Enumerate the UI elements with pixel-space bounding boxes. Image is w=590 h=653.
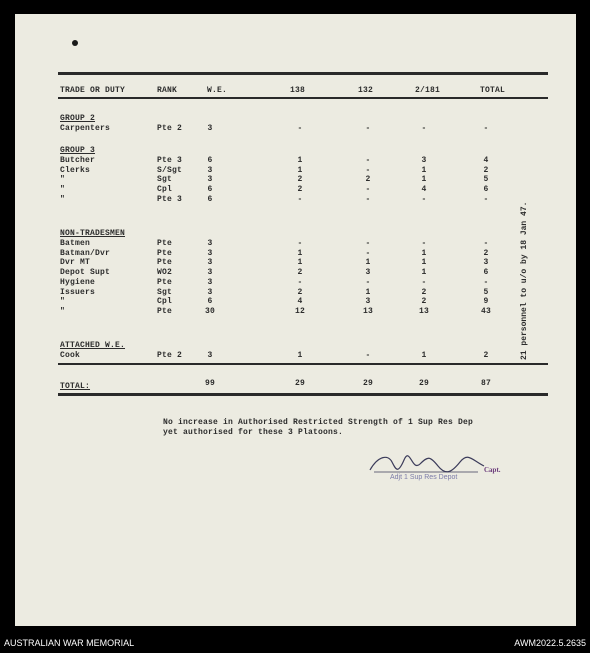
row-c1: 2	[297, 185, 303, 195]
row-rank: S/Sgt	[157, 165, 183, 175]
row-rank: Cpl	[157, 185, 173, 195]
row-total: 5	[483, 287, 489, 297]
row-c3: 1	[421, 175, 427, 185]
row-trade: Cook	[60, 351, 81, 360]
header-rank: RANK	[157, 86, 178, 95]
row-total: -	[483, 277, 489, 287]
row-c2: -	[365, 156, 371, 165]
row-total: 3	[483, 258, 489, 268]
ink-mark	[72, 40, 78, 46]
group-title: GROUP 3	[60, 146, 96, 155]
row-we: 6	[207, 297, 213, 307]
row-trade: "	[60, 297, 66, 307]
row-c2: 13	[362, 306, 373, 316]
total-2-181: 29	[418, 379, 429, 388]
footer-right: AWM2022.5.2635	[514, 638, 586, 648]
total-132: 29	[362, 379, 373, 388]
row-trade: Hygiene	[60, 277, 96, 287]
row-we: 6	[207, 185, 213, 195]
row-trade: "	[60, 194, 66, 204]
signature-stamp: Adjt 1 Sup Res Depot	[390, 474, 458, 481]
row-c3: 3	[421, 156, 427, 165]
row-c2: -	[365, 165, 371, 175]
row-c1: 1	[297, 258, 303, 268]
row-we: 3	[207, 175, 213, 185]
header-col-2-181: 2/181	[415, 86, 441, 95]
row-c3: 1	[421, 351, 427, 360]
row-we: 3	[207, 351, 213, 360]
row-rank: Sgt	[157, 175, 173, 185]
row-total: 6	[483, 185, 489, 195]
row-we: 3	[207, 124, 213, 133]
row-rank: Pte 2	[157, 351, 183, 360]
row-c1: -	[297, 124, 303, 133]
row-trade: Butcher	[60, 156, 96, 165]
row-total: -	[483, 239, 489, 248]
header-trade: TRADE OR DUTY	[60, 86, 126, 95]
row-total: 2	[483, 248, 489, 258]
row-total: 9	[483, 297, 489, 307]
row-total: 6	[483, 268, 489, 278]
row-c3: 1	[421, 258, 427, 268]
row-trade: "	[60, 175, 66, 185]
row-c2: -	[365, 248, 371, 258]
row-c1: -	[297, 239, 303, 248]
row-rank: Sgt	[157, 287, 173, 297]
row-c1: 1	[297, 156, 303, 165]
row-c2: 3	[365, 297, 371, 307]
row-trade: Depot Supt	[60, 268, 111, 278]
row-rank: Pte 3	[157, 156, 183, 165]
row-c3: 2	[421, 287, 427, 297]
group-title: GROUP 2	[60, 114, 96, 123]
row-c3: -	[421, 239, 427, 248]
row-we: 3	[207, 248, 213, 258]
row-rank: Pte 2	[157, 124, 183, 133]
row-total: 5	[483, 175, 489, 185]
row-c1: 1	[297, 351, 303, 360]
header-we: W.E.	[207, 86, 228, 95]
row-c1: 1	[297, 248, 303, 258]
row-we: 3	[207, 287, 213, 297]
row-we: 6	[207, 156, 213, 165]
row-we: 3	[207, 258, 213, 268]
row-c2: -	[365, 277, 371, 287]
row-c3: -	[421, 277, 427, 287]
row-c3: -	[421, 194, 427, 204]
top-rule	[58, 72, 548, 75]
total-rule-top	[58, 363, 548, 365]
row-c3: 1	[421, 165, 427, 175]
row-total: 2	[483, 165, 489, 175]
header-col-132: 132	[358, 86, 374, 95]
row-trade: Batmen	[60, 239, 91, 248]
row-c3: 13	[418, 306, 429, 316]
row-c2: 2	[365, 175, 371, 185]
row-rank: Pte	[157, 239, 173, 248]
footer-left: AUSTRALIAN WAR MEMORIAL	[4, 638, 135, 648]
row-we: 3	[207, 165, 213, 175]
row-c2: 3	[365, 268, 371, 278]
row-c1: 1	[297, 165, 303, 175]
total-138: 29	[294, 379, 305, 388]
row-c1: -	[297, 194, 303, 204]
row-total: 2	[483, 351, 489, 360]
row-trade: Dvr MT	[60, 258, 91, 268]
row-we: 3	[207, 239, 213, 248]
row-rank: Pte	[157, 306, 173, 316]
row-total: -	[483, 194, 489, 204]
row-c2: 1	[365, 287, 371, 297]
row-trade: "	[60, 185, 66, 195]
total-label: TOTAL:	[60, 382, 91, 391]
row-c1: 2	[297, 268, 303, 278]
total-rule-bottom	[58, 393, 548, 396]
header-total: TOTAL	[480, 86, 506, 95]
row-trade: Issuers	[60, 287, 96, 297]
row-we: 3	[207, 268, 213, 278]
row-trade: "	[60, 306, 66, 316]
row-c2: 1	[365, 258, 371, 268]
note-line-2: yet authorised for these 3 Platoons.	[163, 428, 344, 437]
row-c2: -	[365, 124, 371, 133]
row-total: -	[483, 124, 489, 133]
row-we: 6	[207, 194, 213, 204]
row-c3: 4	[421, 185, 427, 195]
row-c2: -	[365, 194, 371, 204]
row-c3: 1	[421, 268, 427, 278]
note-line-1: No increase in Authorised Restricted Strength of 1 Sup Res Dep	[163, 418, 474, 427]
side-note: 21 personnel to u/o by 18 Jan 47.	[520, 201, 529, 360]
header-col-138: 138	[290, 86, 306, 95]
row-c2: -	[365, 351, 371, 360]
row-total: 4	[483, 156, 489, 165]
row-we: 30	[204, 306, 215, 316]
row-c3: 2	[421, 297, 427, 307]
row-rank: Pte	[157, 248, 173, 258]
signature-rank: Capt.	[484, 466, 501, 474]
row-c3: -	[421, 124, 427, 133]
row-rank: Pte	[157, 258, 173, 268]
group-title: ATTACHED W.E.	[60, 341, 126, 350]
row-total: 43	[480, 306, 491, 316]
row-c1: 2	[297, 175, 303, 185]
row-rank: Pte	[157, 277, 173, 287]
row-c1: 2	[297, 287, 303, 297]
row-rank: WO2	[157, 268, 173, 278]
row-trade: Clerks	[60, 165, 91, 175]
row-trade: Batman/Dvr	[60, 248, 111, 258]
row-c2: -	[365, 239, 371, 248]
row-c1: -	[297, 277, 303, 287]
total-total: 87	[480, 379, 491, 388]
header-rule	[58, 97, 548, 99]
row-we: 3	[207, 277, 213, 287]
row-rank: Cpl	[157, 297, 173, 307]
row-trade: Carpenters	[60, 124, 111, 133]
row-rank: Pte 3	[157, 194, 183, 204]
row-c1: 4	[297, 297, 303, 307]
row-c1: 12	[294, 306, 305, 316]
document-page	[15, 14, 576, 626]
row-c2: -	[365, 185, 371, 195]
group-title: NON-TRADESMEN	[60, 229, 126, 238]
total-we: 99	[204, 379, 215, 388]
row-c3: 1	[421, 248, 427, 258]
